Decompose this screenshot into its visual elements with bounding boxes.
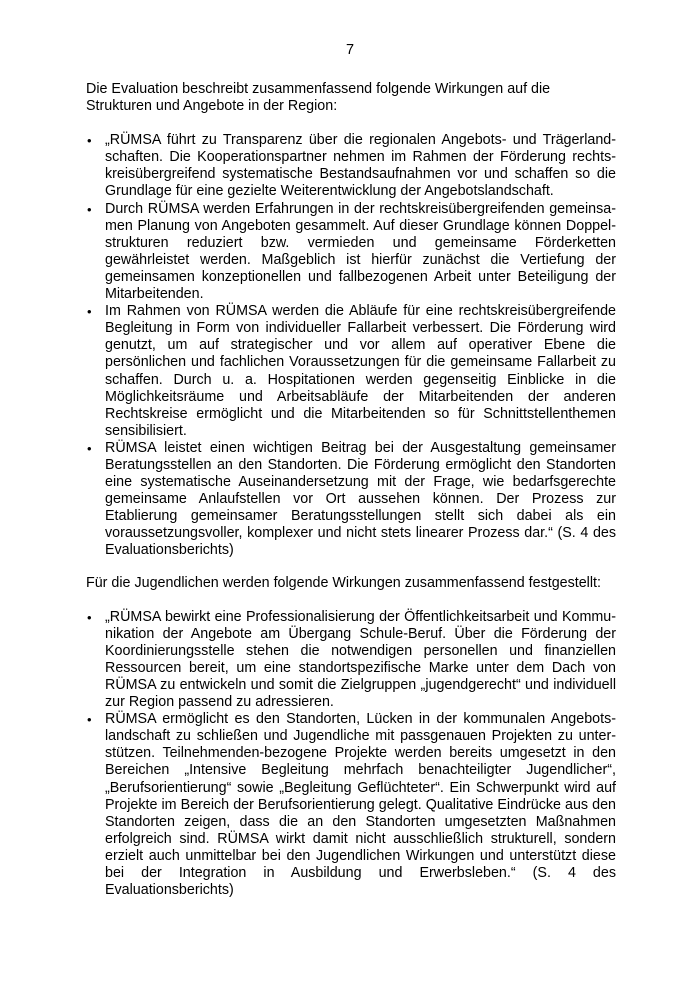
page-body (86, 81, 616, 899)
section2-bullet-1: • „RÜMSA bewirkt eine Professionalisierung der Öffentlichkeitsarbeit und Kommunikation der Angebote am Übergang Schule-Beruf. Über die Förderung der Koordinierungsstelle stehen die notwendigen personellen und finanziellen Ressourcen bereit, um eine standortspezifische Marke unter dem Dach von RÜMSA zu entwickeln und somit die Zielgruppen „jugendgerecht“ und individuell zur Region passend zu adressieren. (87, 608, 616, 711)
bullet-icon: • (87, 133, 92, 149)
bullet-icon: • (87, 201, 92, 217)
bullet-icon: • (87, 304, 92, 320)
section2-bullet-2: • RÜMSA ermöglicht es den Standorten, Lücken in der kommunalen Angebotslandschaft zu schließen und Jugendliche mit passgenauen Projekten zu unterstützen. Teilnehmenden-bezogene Projekte werden bereits umgesetzt in den Bereichen „Intensive Begleitung mehrfach benachteiligter Jugendlicher“, „Berufsorientierung“ sowie „Begleitung Geflüchteter“. Ein Schwerpunkt wird auf Projekte im Bereich der Berufsorientierung gelegt. Qualitative Eindrücke aus den Standorten zeigen, dass die an den Standorten umgesetzten Maßnahmen erfolgreich sind. RÜMSA wirkt damit nicht ausschließlich strukturell, sondern erzielt auch unmittelbar bei den Jugendlichen Wirkungen und unterstützt diese bei der Integration in Ausbildung und Erwerbsleben.“ (S. 4 des Evaluationsberichts) (87, 711, 616, 899)
section1-bullet-3: • Im Rahmen von RÜMSA werden die Abläufe für eine rechtskreisübergreifende Begleitung in Form von individueller Fallarbeit verbessert. Die Förderung wird genutzt, um auf strategischer und vor allem auf operativer Ebene die persönlichen und fachlichen Voraussetzungen für die gemeinsame Fallarbeit zu schaffen. Durch u. a. Hospitationen werden gegenseitig Einblicke in die Möglichkeitsräume und Arbeitsabläufe der Mitarbeitenden der anderen Rechtskreise ermöglicht und die Mitarbeitenden so für Schnittstellenthemen sensibilisiert. (87, 303, 616, 439)
section2-intro: Für die Jugendlichen werden folgende Wirkungen zusammenfassend festgestellt: (86, 574, 601, 591)
spacer (86, 115, 616, 132)
section2-bullet-list (86, 609, 616, 900)
section1-bullet-2: • Durch RÜMSA werden Erfahrungen in der rechtskreisübergreifenden gemeinsamen Planung von Angeboten gesammelt. Auf dieser Grundlage können Doppelstrukturen reduziert bzw. vermieden und gemeinsame Förderketten gewährleistet werden. Maßgeblich ist hierfür zunächst die Vertiefung der gemeinsamen konzeptionellen und fallbezogenen Arbeit unter Beteiligung der Mitarbeitenden. (87, 200, 616, 303)
spacer (86, 592, 616, 609)
section1-bullet-1: • „RÜMSA führt zu Transparenz über die regionalen Angebots- und Trägerlandschaften. Die Kooperationspartner nehmen im Rahmen der Förderung rechtskreisübergreifend systematische Bestandsaufnahmen vor und schaffen so die Grundlage für eine gezielte Weiterentwicklung der Angebotslandschaft. (87, 132, 616, 200)
section1-bullet-4: • RÜMSA leistet einen wichtigen Beitrag bei der Ausgestaltung gemeinsamer Beratungsstellen an den Standorten. Die Förderung ermöglicht den Standorten eine systematische Auseinandersetzung mit der Frage, wie bedarfsgerechte gemeinsame Anlaufstellen vor Ort aussehen können. Der Prozess zur Etablierung gemeinsamer Beratungsstellungen stellt sich dabei als ein voraussetzungsvoller, komplexer und nicht stets linearer Prozess dar.“ (S. 4 des Evaluationsberichts) (87, 439, 616, 559)
section1-intro: Die Evaluation beschreibt zusammenfassend folgende Wirkungen auf die Strukturen und Angebote in der Region: (86, 81, 551, 115)
section1-bullet-list (86, 132, 616, 559)
bullet-icon: • (87, 712, 92, 728)
bullet-icon: • (87, 609, 92, 625)
bullet-icon: • (87, 440, 92, 456)
spacer (86, 560, 616, 575)
page-number: 7 (345, 42, 355, 58)
